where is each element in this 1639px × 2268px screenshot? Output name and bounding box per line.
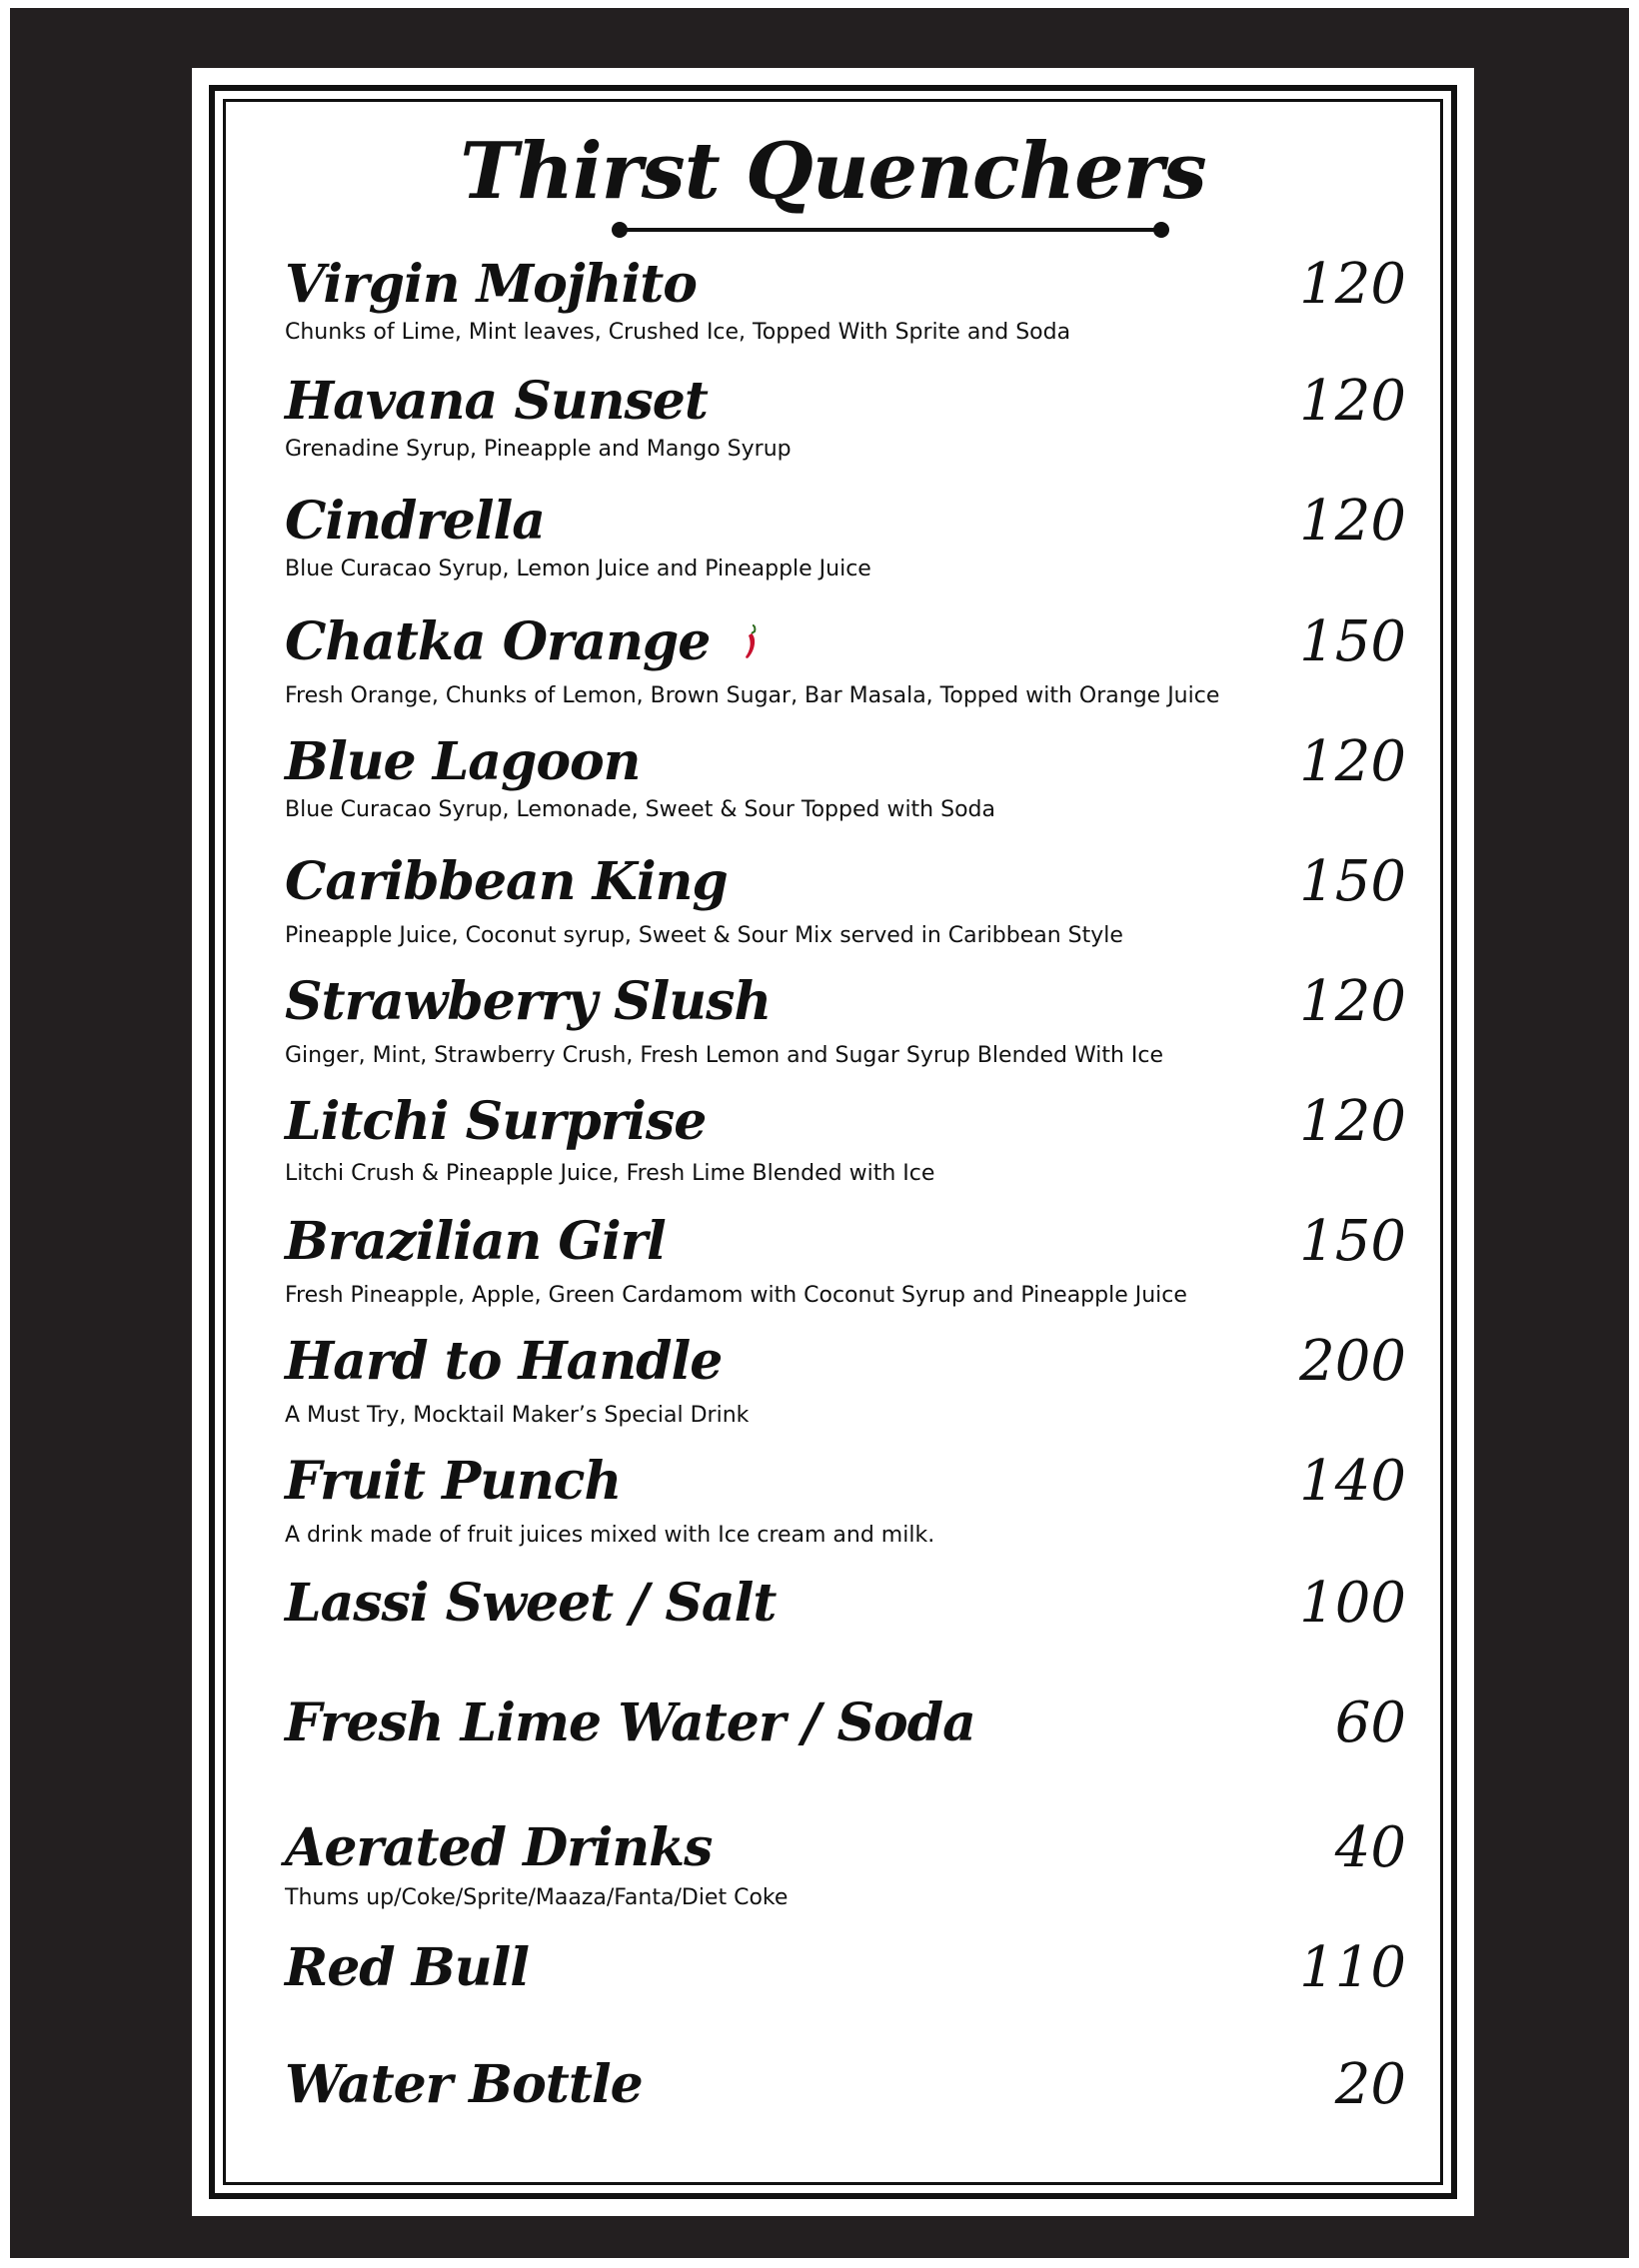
item-price: 40 [1334, 1815, 1406, 1880]
item-price: 150 [1299, 1209, 1406, 1274]
item-name: Virgin Mojhito [285, 254, 697, 315]
item-price: 120 [1299, 1089, 1406, 1154]
item-name: Strawberry Slush [285, 971, 772, 1032]
item-price: 140 [1299, 1449, 1406, 1514]
item-description: Ginger, Mint, Strawberry Crush, Fresh Lemon and Sugar Syrup Blended With Ice [285, 1043, 1164, 1068]
item-description: Chunks of Lime, Mint leaves, Crushed Ice, Topped With Sprite and Soda [285, 320, 1071, 345]
item-name: Fresh Lime Water / Soda [285, 1693, 975, 1753]
item-price: 120 [1299, 252, 1406, 317]
item-description: Fresh Pineapple, Apple, Green Cardamom with Coconut Syrup and Pineapple Juice [285, 1283, 1187, 1308]
item-description: Grenadine Syrup, Pineapple and Mango Syrup [285, 437, 792, 462]
page-background [10, 8, 1629, 2258]
menu-card [192, 68, 1474, 2216]
item-description: Thums up/Coke/Sprite/Maaza/Fanta/Diet Coke [285, 1885, 789, 1910]
item-name: Caribbean King [285, 851, 728, 912]
item-price: 120 [1299, 369, 1406, 434]
item-name: Chatka Orange [285, 611, 711, 672]
item-name: Brazilian Girl [285, 1211, 666, 1272]
chili-pepper-icon [743, 614, 763, 678]
item-name-row [285, 610, 763, 678]
item-price: 150 [1299, 849, 1406, 914]
item-description: A drink made of fruit juices mixed with Ice cream and milk. [285, 1523, 935, 1548]
item-price: 120 [1299, 489, 1406, 554]
item-description: Blue Curacao Syrup, Lemon Juice and Pineapple Juice [285, 557, 871, 581]
item-name: Red Bull [285, 1937, 530, 1998]
item-name: Blue Lagoon [285, 731, 641, 792]
title-underline [618, 228, 1163, 232]
item-description: A Must Try, Mocktail Maker’s Special Drink [285, 1403, 750, 1428]
item-description: Pineapple Juice, Coconut syrup, Sweet & Sour Mix served in Caribbean Style [285, 923, 1123, 948]
item-name: Water Bottle [285, 2054, 643, 2115]
item-name: Aerated Drinks [285, 1817, 713, 1878]
item-name: Hard to Handle [285, 1331, 723, 1392]
item-name: Cindrella [285, 491, 545, 552]
item-description: Blue Curacao Syrup, Lemonade, Sweet & Sour Topped with Soda [285, 797, 995, 822]
item-description: Litchi Crush & Pineapple Juice, Fresh Lime Blended with Ice [285, 1161, 935, 1186]
title-underline-dot-right [1153, 222, 1169, 238]
item-name: Litchi Surprise [285, 1091, 707, 1152]
item-name: Fruit Punch [285, 1451, 622, 1512]
item-description: Fresh Orange, Chunks of Lemon, Brown Sugar, Bar Masala, Topped with Orange Juice [285, 683, 1220, 708]
item-name: Havana Sunset [285, 371, 708, 432]
item-price: 200 [1299, 1329, 1406, 1394]
item-price: 20 [1334, 2052, 1406, 2117]
menu-title: Thirst Quenchers [460, 126, 1206, 217]
item-price: 110 [1299, 1935, 1406, 2000]
item-price: 60 [1334, 1691, 1406, 1755]
item-price: 150 [1299, 609, 1406, 674]
item-name: Lassi Sweet / Salt [285, 1573, 777, 1634]
item-price: 120 [1299, 969, 1406, 1034]
item-price: 100 [1299, 1571, 1406, 1636]
title-underline-dot-left [612, 222, 628, 238]
item-price: 120 [1299, 729, 1406, 794]
